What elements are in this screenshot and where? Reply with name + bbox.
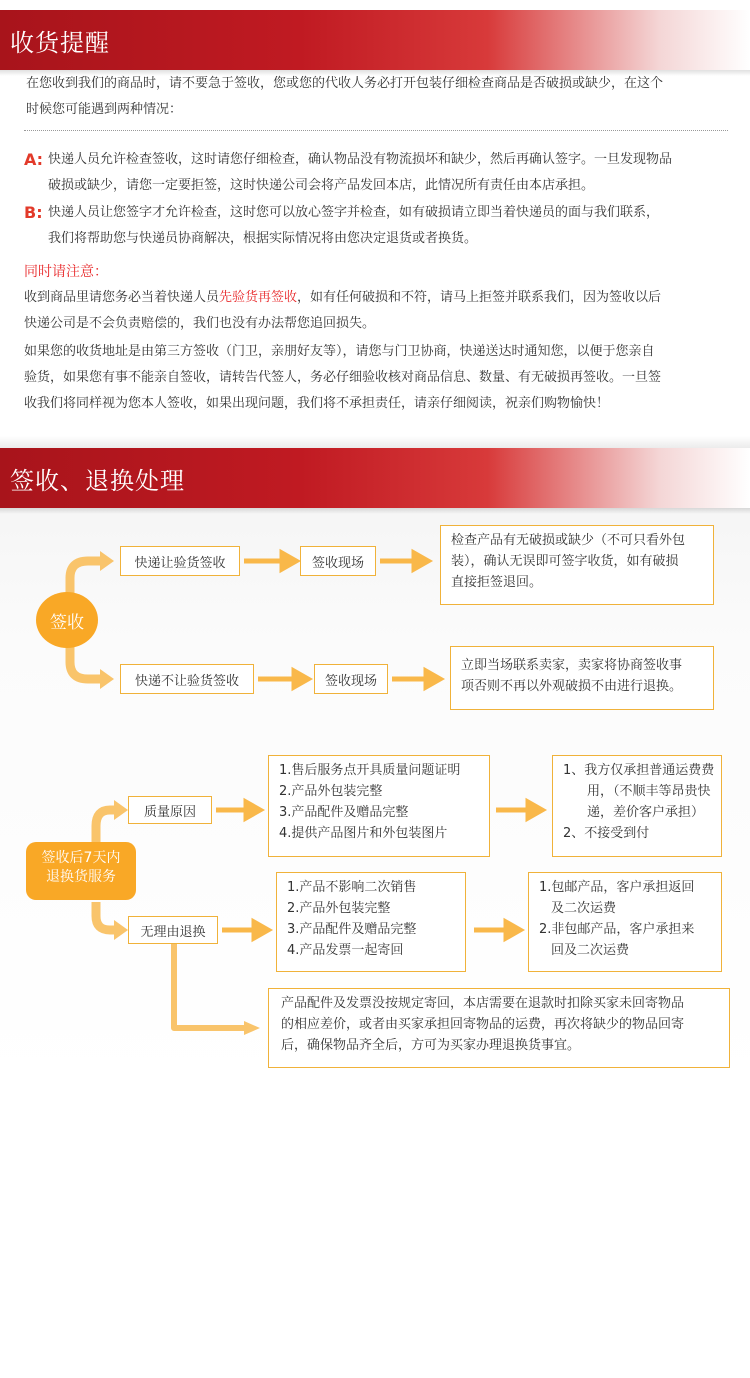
center-line: 签收后7天内 — [41, 850, 121, 866]
branch-arrow — [174, 942, 244, 1028]
result-line: 立即当场联系卖家，卖家将协商签收事 — [461, 658, 683, 673]
notice-text: ，如有任何破损和不符，请马上拒签并联系我们，因为签收以后 — [297, 290, 662, 305]
case-b-line-1: 快递人员让您签字才允许检查，这时您可以放心签字并检查，如有破损请立即当着快递员的面与我们联系， — [48, 205, 660, 220]
result-line: 直接拒签退回。 — [451, 575, 543, 590]
notice-title: 同时请注意： — [24, 264, 108, 280]
footnote-line: 后，确保物品齐全后，方可为买家办理退换货事宜。 — [281, 1038, 581, 1053]
intro-line-2: 时候您可能遇到两种情况： — [26, 102, 183, 117]
notice-p1-line-2: 快递公司是不会负责赔偿的，我们也没有办法帮您追回损失。 — [24, 316, 376, 331]
condition-line: 1.售后服务点开具质量问题证明 — [279, 763, 461, 778]
result-line: 回及二次运费 — [551, 943, 630, 958]
branch-arrow — [96, 902, 114, 930]
result-line: 2.非包邮产品，客户承担来 — [539, 922, 695, 937]
notice-p2-line-2: 验货，如果您有事不能亲自签收，请转告代签人，务必仔细验收核对商品信息、数量、有无破损再签收。一旦签 — [24, 370, 662, 385]
returns-center-node — [26, 842, 136, 900]
result-line: 1.包邮产品，客户承担返回 — [539, 880, 695, 895]
bottom-result-box — [450, 646, 714, 710]
result-line: 2、不接受到付 — [563, 826, 650, 841]
notice-highlight: 先验货再签收 — [219, 290, 298, 305]
top-option-box: 快递让验货签收 — [120, 546, 240, 576]
footnote-box — [268, 988, 730, 1068]
top-step-box: 签收现场 — [300, 546, 376, 576]
condition-line: 2.产品外包装完整 — [279, 784, 383, 799]
case-a-marker: A: — [24, 150, 44, 169]
case-b-line-2: 我们将帮助您与快递员协商解决，根据实际情况将由您决定退货或者换货。 — [48, 231, 478, 246]
intro-line-1: 在您收到我们的商品时，请不要急于签收，您或您的代收人务必打开包装仔细检查商品是否破损或缺少，在这个 — [26, 76, 664, 91]
case-a-line-2: 破损或缺少，请您一定要拒签，这时快递公司会将产品发回本店，此情况所有责任由本店承担。 — [48, 178, 595, 193]
branch-arrow — [70, 561, 100, 596]
condition-line: 1.产品不影响二次销售 — [287, 880, 417, 895]
footnote-line: 产品配件及发票没按规定寄回，本店需要在退款时扣除买家未回寄物品 — [281, 996, 685, 1011]
result-line: 用，（不顺丰等昂贵快 — [587, 784, 711, 799]
result-line: 项否则不再以外观破损不由进行退换。 — [461, 679, 683, 694]
condition-line: 3.产品配件及赠品完整 — [287, 922, 417, 937]
condition-line: 4.产品发票一起寄回 — [287, 943, 404, 958]
condition-line: 3.产品配件及赠品完整 — [279, 805, 409, 820]
no-reason-result-box — [528, 872, 722, 972]
quality-reason-box: 质量原因 — [128, 796, 212, 824]
case-a-line-1: 快递人员允许检查签收，这时请您仔细检查，确认物品没有物流损坏和缺少，然后再确认签字。一旦发现物品 — [48, 152, 673, 167]
center-line: 退换货服务 — [46, 869, 116, 885]
result-line: 1、我方仅承担普通运费费 — [563, 763, 715, 778]
result-line: 及二次运费 — [551, 901, 617, 916]
notice-p2-line-3: 收我们将同样视为您本人签收，如果出现问题，我们将不承担责任，请亲仔细阅读，祝亲们购物愉快！ — [24, 396, 610, 411]
notice-p2-line-1: 如果您的收货地址是由第三方签收（门卫，亲朋好友等），请您与门卫协商，快递送达时通知您，以便于您亲自 — [24, 344, 655, 359]
condition-line: 4.提供产品图片和外包装图片 — [279, 826, 448, 841]
case-b-marker: B: — [24, 203, 43, 222]
branch-arrow — [70, 642, 100, 679]
no-reason-conditions-box — [276, 872, 466, 972]
no-reason-return-box: 无理由退换 — [128, 916, 218, 944]
result-line: 检查产品有无破损或缺少（不可只看外包 — [451, 533, 686, 548]
section-title: 签收、退换处理 — [10, 467, 185, 495]
result-line: 装），确认无误即可签字收货，如有破损 — [451, 554, 679, 569]
condition-line: 2.产品外包装完整 — [287, 901, 391, 916]
quality-conditions-box — [268, 755, 490, 857]
bottom-step-box: 签收现场 — [314, 664, 388, 694]
footnote-line: 的相应差价，或者由买家承担回寄物品的运费，再次将缺少的物品回寄 — [281, 1017, 685, 1032]
sign-center-node: 签收 — [36, 592, 98, 648]
top-result-box — [440, 525, 714, 605]
result-line: 递，差价客户承担） — [587, 805, 705, 820]
quality-result-box — [552, 755, 722, 857]
notice-text: 收到商品里请您务必当着快递人员 — [24, 290, 220, 305]
section-title: 收货提醒 — [10, 29, 110, 57]
bottom-option-box: 快递不让验货签收 — [120, 664, 254, 694]
